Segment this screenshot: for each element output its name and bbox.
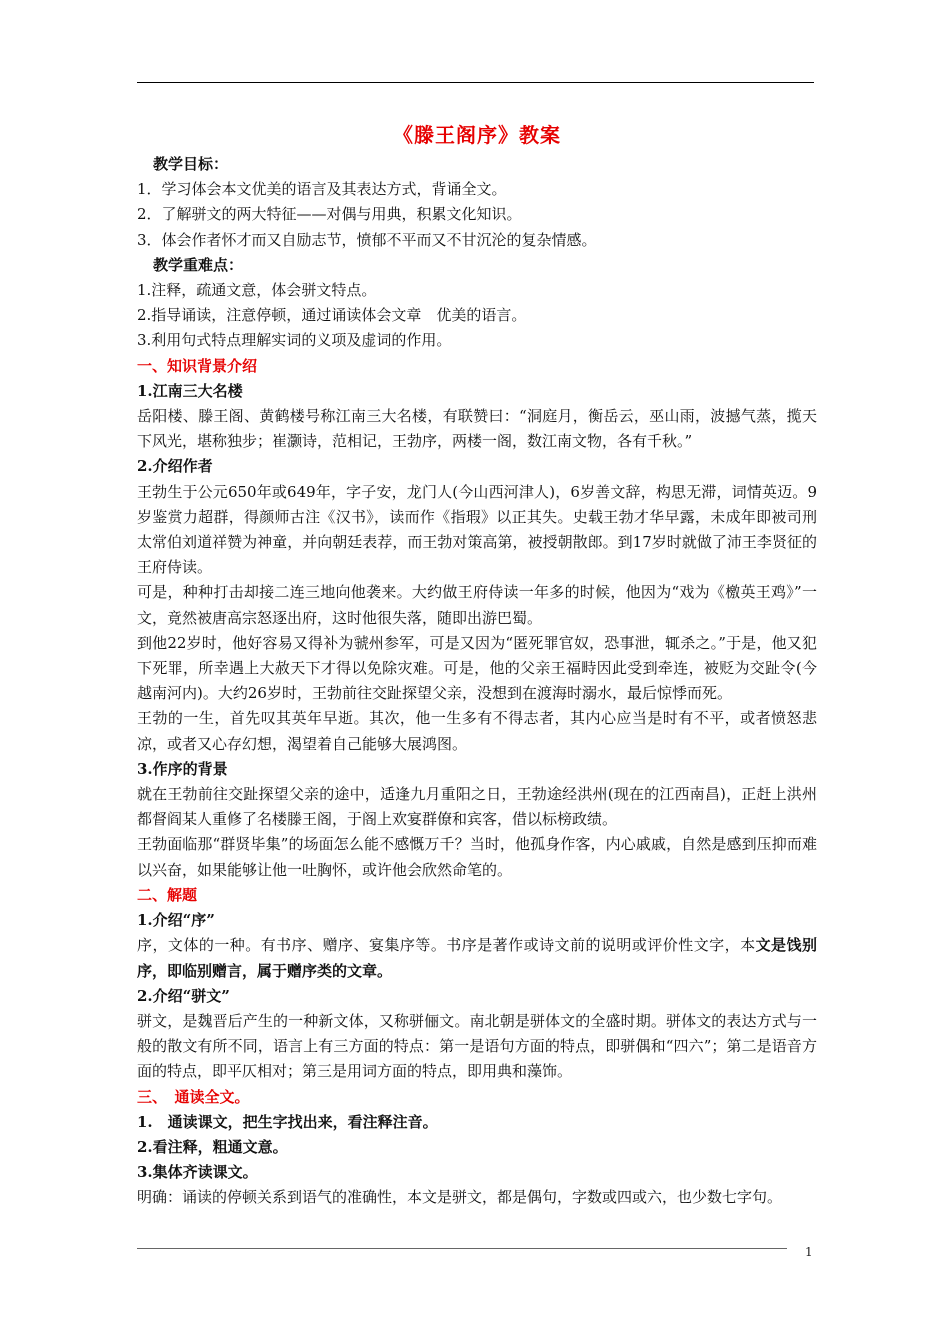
paragraph-three-towers: 岳阳楼、滕王阁、黄鹤楼号称江南三大名楼，有联赞曰：“洞庭月，衡岳云，巫山雨，波撼气蒸，揽天下风光，堪称独步；崔灏诗，范相记，王勃序，两楼一阁，数江南文物，各有千秋。” (137, 407, 817, 451)
subheading-pianwen: 2.介绍“骈文” (137, 986, 230, 1005)
paragraph-pianwen: 骈文，是魏晋后产生的一种新文体，又称骈俪文。南北朝是骈体文的全盛时期。骈体文的表达方式与一般的散文有所不同，语言上有三方面的特点：第一是语句方面的特点，即骈偶和“四六”；第二是语音方面的特点，即平仄相对；第三是用词方面的特点，即用典和藻饰。 (137, 1011, 817, 1081)
paragraph-background-2: 王勃面临那“群贤毕集”的场面怎么能不感慨万千？当时，他孤身作客，内心戚戚，自然是感到压抑而难以兴奋，如果能够让他一吐胸怀，或许他会欣然命笔的。 (137, 835, 817, 879)
page-number: 1 (805, 1245, 813, 1259)
paragraph-preface-genre-plain: 序，文体的一种。有书序、赠序、宴集序等。书序是著作或诗文前的说明或评价性文字，本 (137, 936, 756, 955)
section-heading-read-through: 三、 通读全文。 (137, 1087, 250, 1106)
subheading-three-towers: 1.江南三大名楼 (137, 381, 243, 400)
section-heading-title-explanation: 二、解题 (137, 885, 198, 904)
paragraph-preface-genre-bold: 文是饯别序，即临别赠言，属于赠序类的文章。 (137, 936, 817, 980)
key-point-item: 1.注释，疏通文意，体会骈文特点。 (137, 281, 377, 300)
subheading-preface-background: 3.作序的背景 (137, 759, 228, 778)
paragraph-background-1: 就在王勃前往交趾探望父亲的途中，适逢九月重阳之日，王勃途经洪州(现在的江西南昌)，正赶上洪州都督阎某人重修了名楼滕王阁，于阁上欢宴群僚和宾客，借以标榜政绩。 (137, 785, 817, 829)
paragraph-author-1: 王勃生于公元650年或649年，字子安，龙门人(今山西河津人)，6岁善文辞，构思无滞，词情英迈。9岁鉴赏力超群，得颜师古注《汉书》，读而作《指瑕》以正其失。史载王勃才华早露，未成年即被司刑太常伯刘道祥赞为神童，并向朝廷表荐，而王勃对策高第，被授朝散郎。到17岁时就做了沛王李贤征的王府侍读。 (137, 482, 817, 577)
reading-step: 1. 通读课文，把生字找出来，看注释注音。 (137, 1112, 438, 1131)
key-point-item: 3.利用句式特点理解实词的义项及虚词的作用。 (137, 331, 452, 350)
subheading-preface-genre: 1.介绍“序” (137, 911, 215, 930)
reading-step: 3.集体齐读课文。 (137, 1163, 258, 1182)
reading-step: 2.看注释，粗通文意。 (137, 1137, 288, 1156)
paragraph-author-4: 王勃的一生，首先叹其英年早逝。其次，他一生多有不得志者，其内心应当是时有不平，或者愤怒悲凉，或者又心存幻想，渴望着自己能够大展鸿图。 (137, 709, 817, 753)
goal-item: 2．了解骈文的两大特征——对偶与用典，积累文化知识。 (137, 205, 522, 224)
section-heading-background: 一、知识背景介绍 (137, 356, 258, 375)
footer-rule (137, 1248, 787, 1249)
document-body (137, 120, 817, 1211)
paragraph-preface-genre (137, 933, 817, 983)
goal-item: 3．体会作者怀才而又自励志节，愤郁不平而又不甘沉沦的复杂情感。 (137, 230, 597, 249)
paragraph-reading-note: 明确：诵读的停顿关系到语气的准确性，本文是骈文，都是偶句，字数或四或六，也少数七字句。 (137, 1188, 783, 1207)
paragraph-author-2: 可是，种种打击却接二连三地向他袭来。大约做王府侍读一年多的时候，他因为“戏为《檄英王鸡》”一文，竟然被唐高宗怒逐出府，这时他很失落，随即出游巴蜀。 (137, 583, 817, 627)
key-point-item: 2.指导诵读，注意停顿，通过诵读体会文章 优美的语言。 (137, 306, 527, 325)
goals-heading: 教学目标： (153, 155, 229, 173)
subheading-author: 2.介绍作者 (137, 457, 213, 476)
goal-item: 1．学习体会本文优美的语言及其表达方式，背诵全文。 (137, 180, 507, 199)
paragraph-author-3: 到他22岁时，他好容易又得补为虢州参军，可是又因为“匿死罪官奴，恐事泄，辄杀之。”于是，他又犯下死罪，所幸遇上大赦天下才得以免除灾难。可是，他的父亲王福畤因此受到牵连，被贬为交趾令(今越南河内)。大约26岁时，王勃前往交趾探望父亲，没想到在渡海时溺水，最后惊悸而死。 (137, 633, 817, 703)
document-title: 《滕王阁序》教案 (393, 123, 561, 147)
header-rule (137, 82, 814, 83)
key-points-heading: 教学重难点： (153, 255, 244, 274)
